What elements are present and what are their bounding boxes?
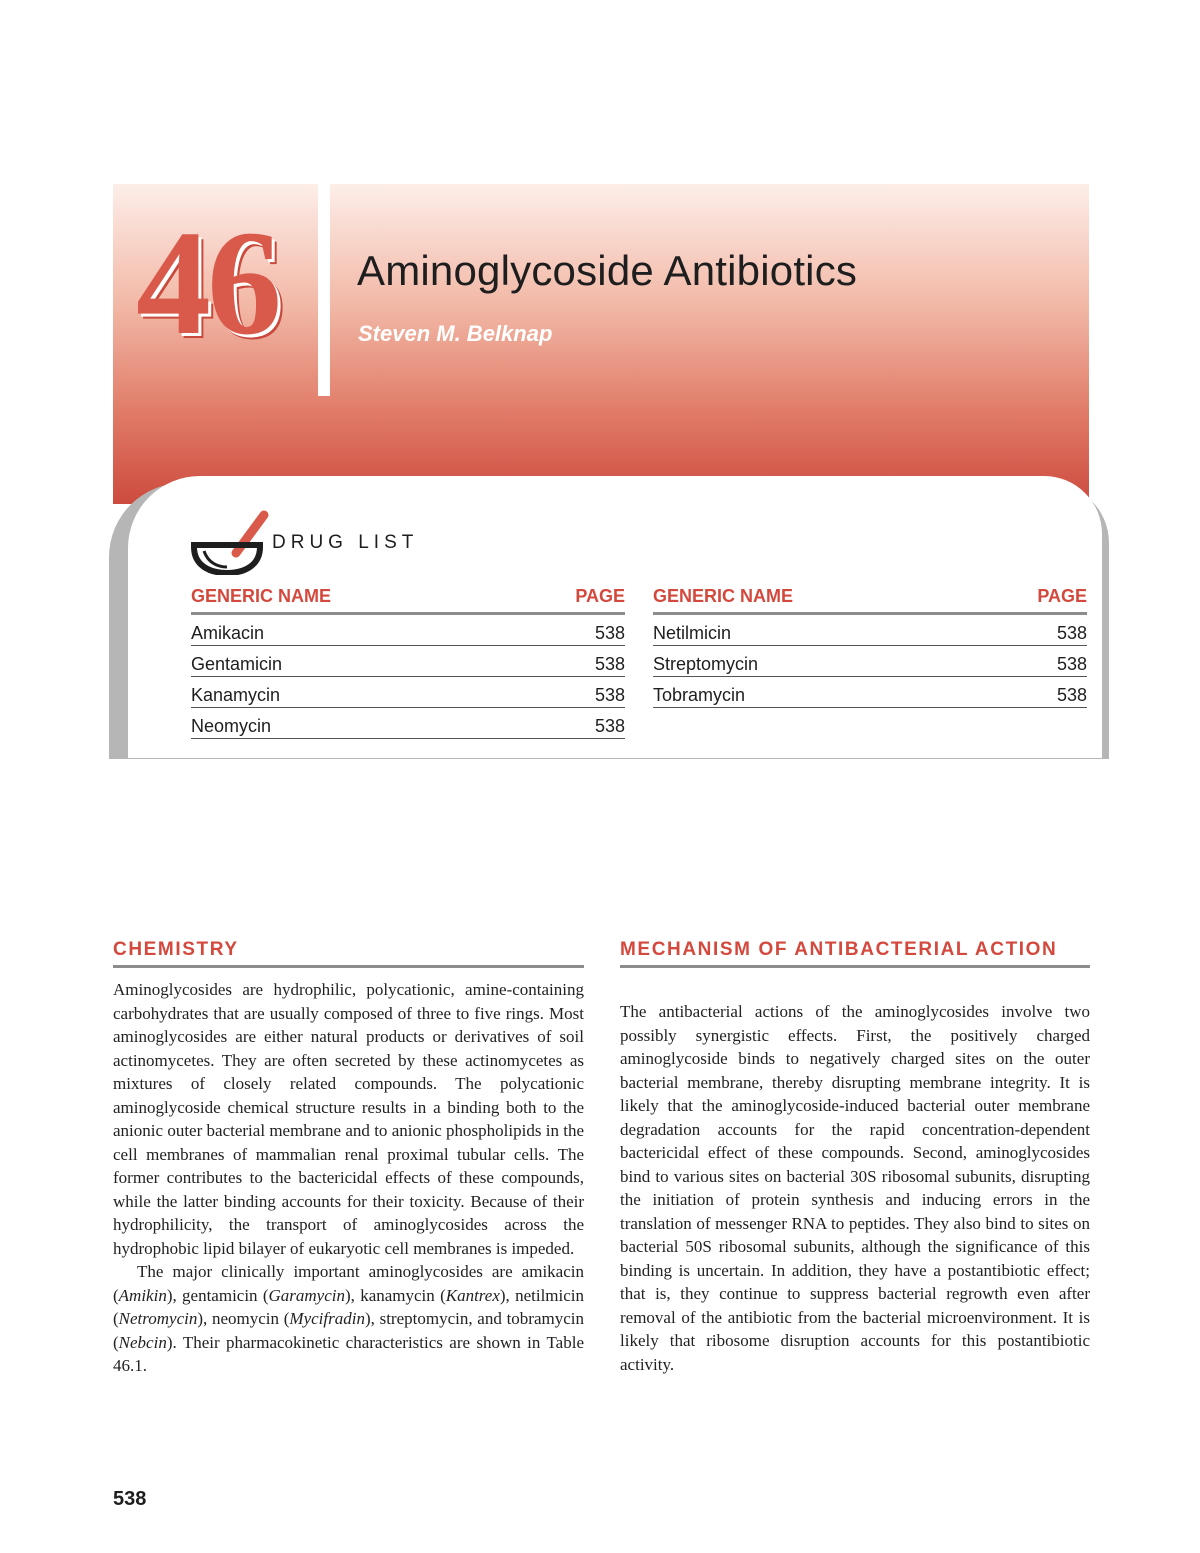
chemistry-text: [113, 978, 584, 1378]
drug-name: Neomycin: [191, 716, 272, 736]
table-row: [191, 708, 625, 739]
table-header: [653, 582, 1087, 615]
chapter-number: 46: [136, 200, 278, 366]
drug-table-right: [653, 582, 1087, 708]
chemistry-heading: CHEMISTRY: [113, 938, 584, 968]
table-row: [191, 615, 625, 646]
drug-page: 538: [1056, 623, 1087, 643]
table-row: [653, 646, 1087, 677]
header-divider: [318, 184, 330, 396]
table-header: [191, 582, 625, 615]
drug-name: Gentamicin: [191, 654, 283, 674]
table-row: [191, 677, 625, 708]
column-page: PAGE: [575, 586, 625, 606]
chapter-author: Steven M. Belknap: [358, 321, 553, 346]
chemistry-paragraph-2: The major clinically important aminoglycosides are amikacin (Amikin), gentamicin (Garamycin), kanamycin (Kantrex), netilmicin (Netromycin), neomycin (Mycifradin), streptomycin, and tobramycin (Nebcin). Their pharmacokinetic characteristics are shown in Table 46.1.: [113, 1262, 585, 1375]
drug-list-heading: DRUG LIST: [272, 532, 419, 553]
drug-name: Kanamycin: [191, 685, 281, 705]
chemistry-paragraph-1: Aminoglycosides are hydrophilic, polycationic, amine-containing carbohydrates that are usually composed of three to five rings. Most aminoglycosides are either natural products or derivatives of soil actinomycetes. They are often secreted by these actinomycetes as mixtures of closely related compounds. The polycationic aminoglycoside chemical structure results in a binding both to the anionic outer bacterial membrane and to anionic phospholipids in the cell membranes of mammalian renal proximal tubular cells. The former contributes to the bactericidal effects of these compounds, while the latter binding accounts for their toxicity. Because of their hydrophilicity, the transport of aminoglycosides across the hydrophobic lipid bilayer of eukaryotic cell membranes is impeded.: [113, 980, 584, 1258]
drug-page: 538: [1056, 685, 1087, 705]
drug-table-left: [191, 582, 625, 739]
mechanism-heading: MECHANISM OF ANTIBACTERIAL ACTION: [620, 938, 1090, 968]
drug-name: Amikacin: [191, 623, 265, 643]
drug-page: 538: [594, 654, 625, 674]
mechanism-text: [620, 1000, 1090, 1376]
table-row: [191, 646, 625, 677]
drug-page: 538: [1056, 654, 1087, 674]
page-number: 538: [113, 1488, 147, 1510]
drug-page: 538: [594, 685, 625, 705]
column-generic-name: GENERIC NAME: [191, 586, 332, 606]
drug-page: 538: [594, 716, 625, 736]
mechanism-paragraph-1: The antibacterial actions of the aminoglycosides involve two possibly synergistic effects. First, the positively charged aminoglycoside binds to negatively charged sites on the outer bacterial membrane, thereby disrupting membrane integrity. It is likely that the aminoglycoside-induced bacterial outer membrane degradation accounts for the rapid concentration-dependent bactericidal effect of these compounds. Second, aminoglycosides bind to various sites on bacterial 30S ribosomal subunits, disrupting the initiation of protein synthesis and inducing errors in the translation of messenger RNA to peptides. They also bind to sites on bacterial 50S ribosomal subunits, although the significance of this binding is uncertain. In addition, they have a postantibiotic effect; that is, they continue to suppress bacterial regrowth even after removal of the antibiotic from the bacterial microenvironment. It is likely that ribosome disruption accounts for this postantibiotic activity.: [620, 1002, 1090, 1374]
drug-name: Netilmicin: [653, 623, 732, 643]
mortar-pestle-icon: [190, 509, 270, 575]
drug-name: Tobramycin: [653, 685, 746, 705]
drug-name: Streptomycin: [653, 654, 759, 674]
table-row: [653, 615, 1087, 646]
table-row: [653, 677, 1087, 708]
drug-page: 538: [594, 623, 625, 643]
column-page: PAGE: [1037, 586, 1087, 606]
column-generic-name: GENERIC NAME: [653, 586, 794, 606]
chapter-title: Aminoglycoside Antibiotics: [357, 247, 858, 294]
